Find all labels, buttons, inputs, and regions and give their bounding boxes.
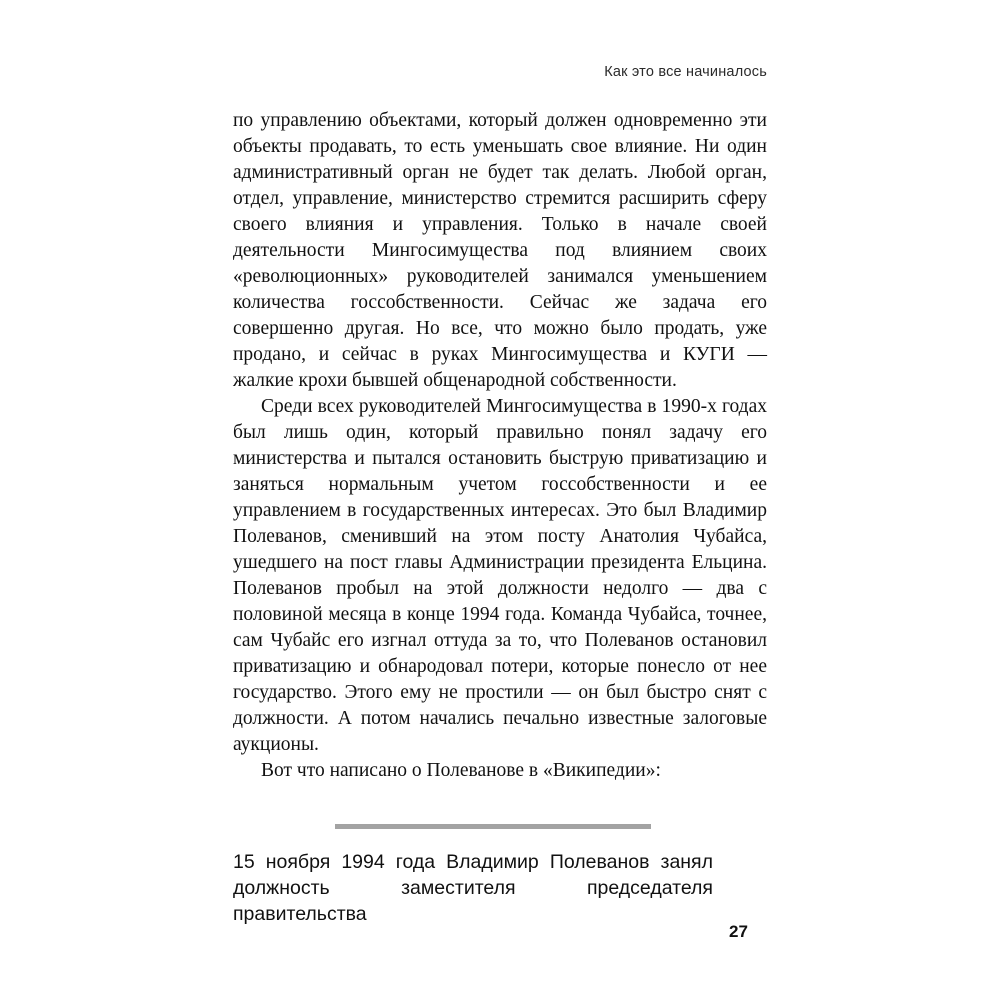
text-block — [233, 64, 767, 927]
paragraph-wikipedia-lead: Вот что написано о Полеванове в «Википедии»: — [261, 760, 661, 781]
quote-text: 15 ноября 1994 года Владимир Полеванов занял должность заместителя председателя правительства — [233, 851, 713, 925]
running-header: Как это все начиналось — [604, 64, 767, 80]
quote-divider-rule — [335, 824, 651, 829]
page-number: 27 — [729, 922, 748, 941]
paragraph-polevanov: Среди всех руководителей Мингосимущества в 1990-х годах был лишь один, который правильно понял задачу его министерства и пытался остановить быструю приватизацию и заняться нормальным учетом госсобственности и ее управлением в государственных интересах. Это был Владимир Полеванов, сменивший на этом посту Анатолия Чубайса, ушедшего на пост главы Администрации президента Ельцина. Полеванов пробыл на этой должности недолго — два с половиной месяца в конце 1994 года. Команда Чубайса, точнее, сам Чубайс его изгнал оттуда за то, что Полеванов остановил приватизацию и обнародовал потери, которые понесло от нее государство. Этого ему не простили — он был быстро снят с должности. А потом начались печально известные залоговые аукционы. — [233, 396, 767, 755]
paragraph-continuation: по управлению объектами, который должен одновременно эти объекты продавать, то есть уменьшать свое влияние. Ни один административный орган не будет так делать. Любой орган, отдел, управление, министерство стремится расширить сферу своего влияния и управления. Только в начале своей деятельности Мингосимущества под влиянием своих «революционных» руководителей занимался уменьшением количества госсобственности. Сейчас же задача его совершенно другая. Но все, что можно было продать, уже продано, и сейчас в руках Мингосимущества и КУГИ — жалкие крохи бывшей общенародной собственности. — [233, 110, 767, 391]
body-text — [233, 108, 767, 927]
